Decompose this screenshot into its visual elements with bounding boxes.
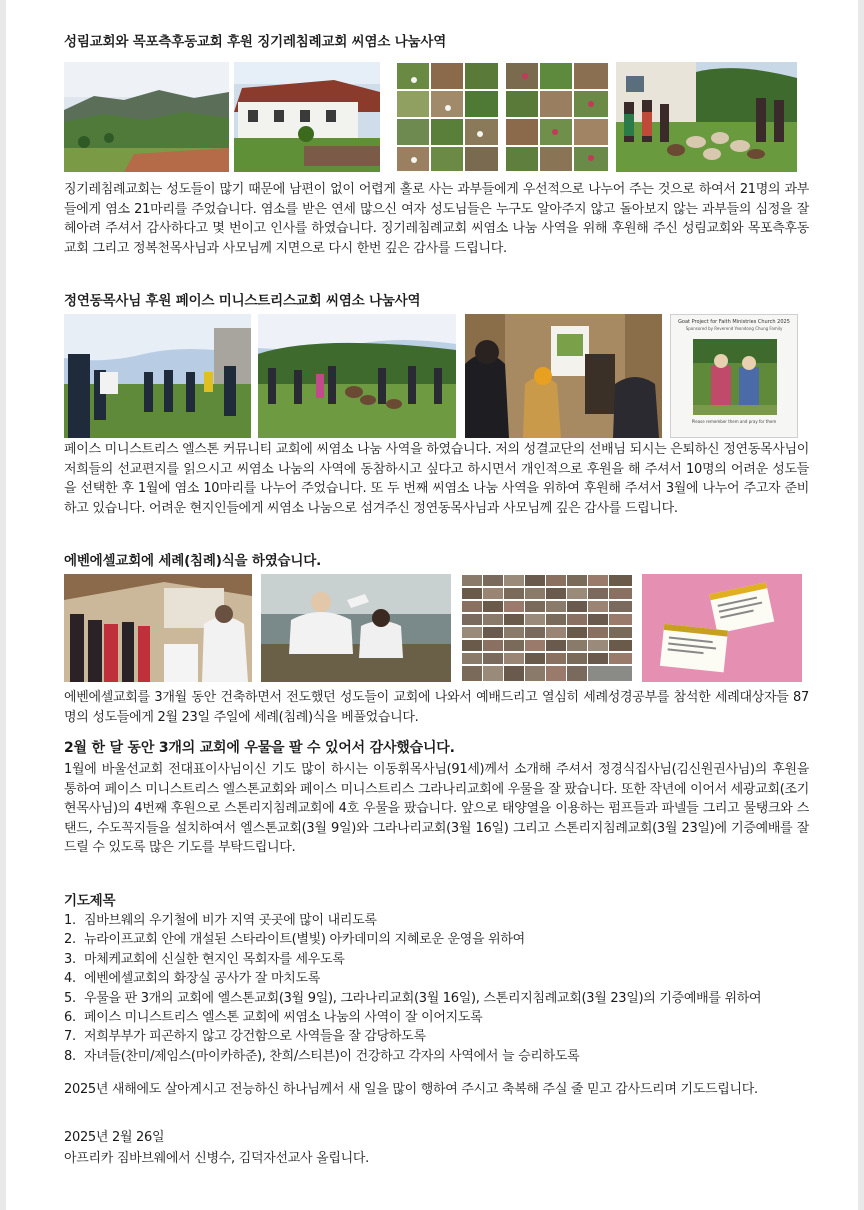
prayer-item: 2. 뉴라이프교회 안에 개설된 스타라이트(별빛) 아카데미의 지혜로운 운영을 위하여 bbox=[64, 932, 525, 948]
prayer-list bbox=[64, 911, 809, 1066]
section1-body: 징기레침례교회는 성도들이 많기 때문에 남편이 없이 어렵게 홀로 사는 과부들에게 우선적으로 나누어 주는 것으로 하여서 21명의 과부들에게 염소 21마리를 주었습니다. 염소를 받은 연세 많으신 여자 성도님들은 누구도 알아주지 않고 돌아보지 않는 과부들의 심정을 잘 헤아려 주셔서 감사하다고 몇 번이고 인사를 하였습니다. 징기레침례교회 씨염소 나눔 사역을 위해 후원해 주신 성림교회와 목포측후동교회 그리고 정복천목사님과 사모님께 지면으로 다시 한번 깊은 감사를 드립니다. bbox=[64, 182, 809, 256]
section4-title: 2월 한 달 동안 3개의 교회에 우물을 팔 수 있어서 감사했습니다. bbox=[64, 740, 455, 756]
goat-distribution-collage-2 bbox=[505, 62, 609, 172]
church-service-photo bbox=[64, 574, 252, 682]
prayer-item: 6. 페이스 미니스트리스 엘스톤 교회에 씨염소 나눔의 사역이 잘 이어지도록 bbox=[64, 1010, 483, 1026]
section3-title: 에벤에셀교회에 세례(침례)식을 하였습니다. bbox=[64, 553, 322, 569]
goat-distribution-collage-1 bbox=[396, 62, 499, 172]
church-building-photo bbox=[234, 62, 380, 172]
poster-title: Goat Project for Faith Ministries Church 2025 bbox=[678, 319, 790, 325]
poster-photo bbox=[693, 339, 777, 415]
prayer-item: 4. 에벤에셀교회의 화장실 공사가 잘 마치도록 bbox=[64, 971, 320, 987]
prayer-item: 1. 짐바브웨의 우기철에 비가 지역 곳곳에 많이 내리도록 bbox=[64, 913, 377, 928]
letter-signature: 아프리카 짐바브웨에서 신병수, 김덕자선교사 올립니다. bbox=[64, 1151, 369, 1166]
section2-photo-row bbox=[64, 314, 799, 438]
baptism-certificates-photo bbox=[642, 574, 802, 682]
goat-project-poster bbox=[670, 314, 798, 438]
prayer-item: 7. 저희부부가 피곤하지 않고 강건함으로 사역들을 잘 감당하도록 bbox=[64, 1029, 426, 1045]
section1-title: 성림교회와 목포측후동교회 후원 징기레침례교회 씨염소 나눔사역 bbox=[64, 34, 447, 50]
poster-subtitle: Sponsored by Reverend Yeondong Chung Family bbox=[685, 326, 783, 331]
prayer-item: 3. 마체케교회에 신실한 현지인 목회자를 세우도록 bbox=[64, 951, 345, 967]
prayer-closing: 2025년 새해에도 살아계시고 전능하신 하나님께서 새 일을 많이 행하여 주시고 축복해 주실 줄 믿고 감사드리며 기도드립니다. bbox=[64, 1082, 758, 1097]
people-with-goats-photo-1 bbox=[64, 314, 251, 438]
baptism-photo bbox=[261, 574, 451, 682]
section4-body: 1월에 바울선교회 전대표이사님이신 기도 많이 하시는 이동휘목사님(91세)께서 소개해 주셔서 정경식집사님(김신원권사님)의 후원을 통하여 페이스 미니스트리스 엘스톤교회와 페이스 미니스트리스 그라나리교회에 우물을 잘 팠습니다. 또한 작년에 이어서 세광교회(조기현목사님)의 4번째 후원으로 스톤리지침례교회에 4호 우물을 팠습니다. 앞으로 태양열을 이용하는 펌프들과 파넬들 그리고 물탱크와 스탠드, 수도꼭지들을 설치하여서 엘스톤교회(3월 9일)와 그라나리교회(3월 16일) 그리고 스톤리지침례교회(3월 23일)에 기증예배를 잘 드릴 수 있도록 많은 기도를 부탁드립니다. bbox=[64, 762, 809, 855]
newsletter-page bbox=[6, 0, 858, 1210]
congregation-with-goats-photo bbox=[616, 62, 797, 172]
section3-photo-row bbox=[64, 574, 802, 682]
section1-photo-row bbox=[64, 62, 797, 172]
people-with-goats-photo-2 bbox=[258, 314, 456, 438]
poster-footer: Please remember them and pray for them bbox=[691, 419, 777, 424]
prayer-item: 8. 자녀들(찬미/제임스(마이카하준), 찬희/스티븐)이 건강하고 각자의 사역에서 늘 승리하도록 bbox=[64, 1048, 580, 1064]
prayer-title: 기도제목 bbox=[64, 893, 116, 909]
letter-date: 2025년 2월 26일 bbox=[64, 1130, 165, 1145]
baptism-candidates-collage bbox=[461, 574, 633, 682]
section2-title: 정연동목사님 후원 페이스 미니스트리스교회 씨염소 나눔사역 bbox=[64, 293, 421, 309]
prayer-item: 5. 우물을 판 3개의 교회에 엘스톤교회(3월 9일), 그라나리교회(3월 16일), 스톤리지침례교회(3월 23일)의 기증예배를 위하여 bbox=[64, 990, 762, 1006]
mountain-landscape-photo bbox=[64, 62, 229, 172]
section3-body: 에벤에셀교회를 3개월 동안 건축하면서 전도했던 성도들이 교회에 나와서 예배드리고 열심히 세례성경공부를 참석한 세례대상자들 87명의 성도들에게 2월 23일 주일에 세례(침례)식을 베풀었습니다. bbox=[64, 690, 809, 725]
section2-body: 페이스 미니스트리스 엘스톤 커뮤니티 교회에 씨염소 나눔 사역을 하였습니다. 저의 성결교단의 선배님 되시는 은퇴하신 정연동목사님이 저희들의 선교편지를 읽으시고 씨염소 나눔의 사역에 동참하시고 싶다고 하시면서 개인적으로 후원을 해 주셔서 10명의 어려운 성도들을 선택한 후 1월에 염소 10마리를 나누어 주었습니다. 또 두 번째 씨염소 나눔 사역을 위하여 후원해 주셔서 3월에 나누어 주고자 준비하고 있습니다. 어려운 현지인들에게 씨염소 나눔으로 섬겨주신 정연동목사님과 사모님께 깊은 감사를 드립니다. bbox=[64, 442, 809, 516]
church-wall-poster-photo bbox=[465, 314, 662, 438]
